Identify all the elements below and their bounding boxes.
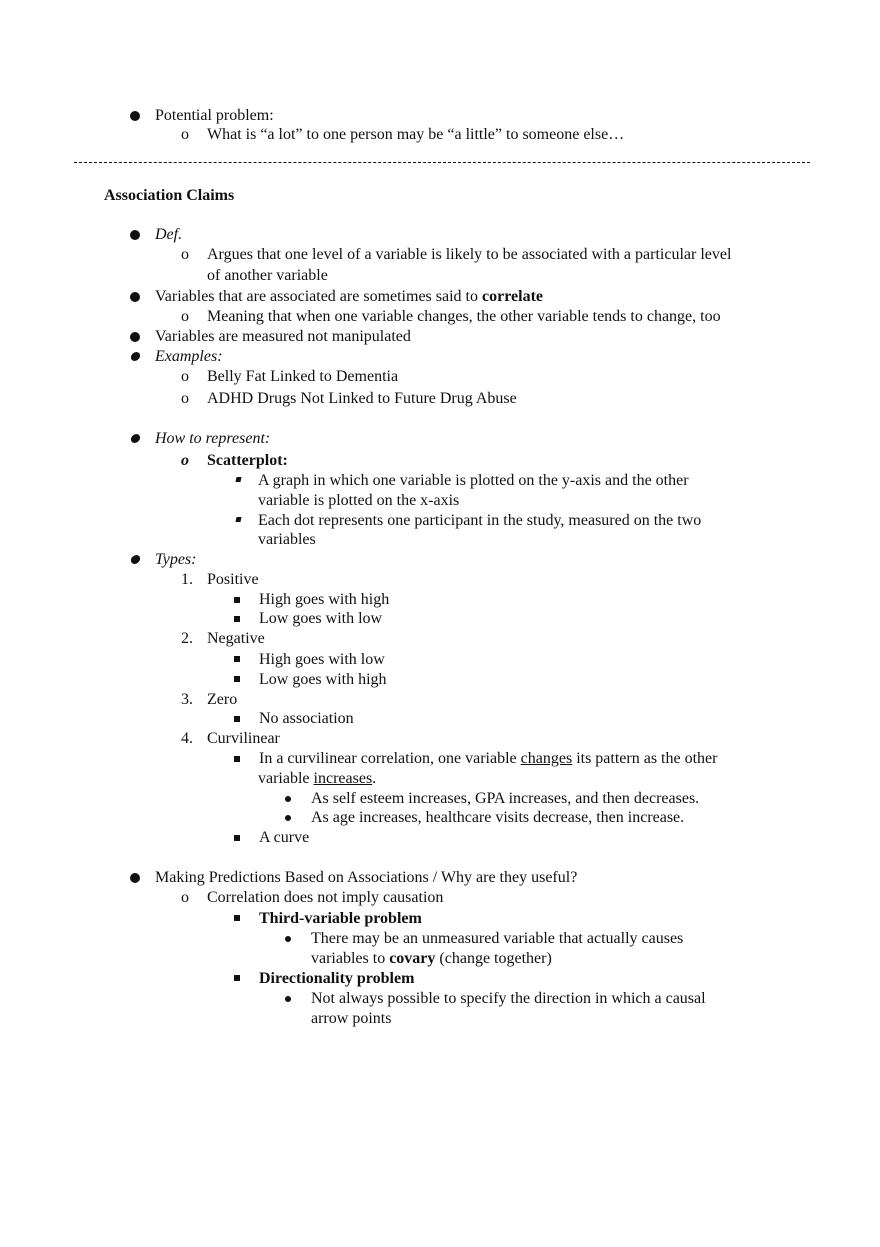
curve-text: A curve <box>259 829 310 846</box>
correlate-line <box>155 287 543 307</box>
circle-bullet: o <box>181 390 189 407</box>
examples-label: Examples: <box>155 348 223 365</box>
third-variable-desc-a: There may be an unmeasured variable that actually causes <box>311 930 684 947</box>
circle-bullet: o <box>181 452 189 469</box>
directionality-term: Directionality problem <box>259 970 415 987</box>
circle-bullet: o <box>181 889 189 906</box>
circle-bullet: o <box>181 308 189 325</box>
def-text-line2: of another variable <box>207 267 328 284</box>
curvilinear-example: As self esteem increases, GPA increases, and then decreases. <box>311 790 700 807</box>
bullet-dot <box>130 555 141 564</box>
covary-term: covary <box>389 950 436 967</box>
type-name: Zero <box>207 691 238 708</box>
scatter-desc-2b: variables <box>258 531 316 548</box>
type-item: No association <box>259 710 354 727</box>
curvilinear-desc-a <box>259 749 717 769</box>
predictions-text: Making Predictions Based on Associations / Why are they useful? <box>155 869 578 886</box>
curv-a-pre: In a curvilinear correlation, one variable <box>259 750 521 767</box>
square-bullet <box>234 597 240 603</box>
square-bullet <box>234 915 240 921</box>
correlate-prefix: Variables that are associated are sometimes said to <box>155 288 482 305</box>
scatter-desc-1a: A graph in which one variable is plotted on the y-axis and the other <box>258 472 689 489</box>
type-number: 4. <box>181 730 193 747</box>
bullet-dot <box>130 332 140 342</box>
square-bullet <box>234 835 240 841</box>
def-label: Def. <box>155 226 183 243</box>
type-name: Positive <box>207 571 259 588</box>
scatter-desc-2a: Each dot represents one participant in the study, measured on the two <box>258 512 702 529</box>
bullet-dot <box>130 352 141 361</box>
curv-b-post: . <box>372 770 377 787</box>
section-heading: Association Claims <box>104 187 235 204</box>
correlate-subtext: Meaning that when one variable changes, the other variable tends to change, too <box>207 308 721 325</box>
curv-a-post: its pattern as the other <box>572 750 718 767</box>
bullet-dot <box>130 873 140 883</box>
type-item: High goes with low <box>259 651 385 668</box>
dashed-divider <box>74 162 810 163</box>
def-text-line1: Argues that one level of a variable is likely to be associated with a particular level <box>207 246 732 263</box>
square-bullet <box>234 716 240 722</box>
circle-bullet: o <box>181 368 189 385</box>
curvilinear-desc-b <box>258 769 376 789</box>
type-item: High goes with high <box>259 591 390 608</box>
type-name: Negative <box>207 630 265 647</box>
curv-a-underlined: changes <box>520 750 573 767</box>
round-bullet <box>285 996 291 1002</box>
circle-bullet: o <box>181 126 189 143</box>
bullet-dot <box>130 111 140 121</box>
curv-b-pre: variable <box>258 770 314 787</box>
type-name: Curvilinear <box>207 730 280 747</box>
potential-problem-subtext: What is “a lot” to one person may be “a little” to someone else… <box>207 126 625 143</box>
square-bullet <box>234 676 240 682</box>
bullet-dot <box>130 230 140 240</box>
causation-text: Correlation does not imply causation <box>207 889 444 906</box>
represent-label: How to represent: <box>155 430 271 447</box>
round-bullet <box>285 936 291 942</box>
curvilinear-example: As age increases, healthcare visits decrease, then increase. <box>311 809 685 826</box>
type-number: 3. <box>181 691 193 708</box>
directionality-desc-b: arrow points <box>311 1010 392 1027</box>
third-variable-desc-b <box>311 949 552 969</box>
bullet-dot <box>130 434 141 443</box>
third-var-b-pre: variables to <box>311 950 390 967</box>
type-item: Low goes with low <box>259 610 383 627</box>
circle-bullet: o <box>181 246 189 263</box>
type-number: 1. <box>181 571 193 588</box>
type-item: Low goes with high <box>259 671 387 688</box>
directionality-desc-a: Not always possible to specify the direction in which a causal <box>311 990 706 1007</box>
curv-b-underlined: increases <box>313 770 373 787</box>
scatterplot-term: Scatterplot: <box>207 452 288 469</box>
square-bullet <box>234 656 240 662</box>
bullet-dot <box>130 292 140 302</box>
square-bullet <box>234 975 240 981</box>
type-number: 2. <box>181 630 193 647</box>
square-bullet <box>234 756 240 762</box>
correlate-term: correlate <box>482 288 543 305</box>
scatter-desc-1b: variable is plotted on the x-axis <box>258 492 460 509</box>
example-item: Belly Fat Linked to Dementia <box>207 368 399 385</box>
types-label: Types: <box>155 551 197 568</box>
potential-problem-text: Potential problem: <box>155 107 274 124</box>
square-bullet <box>234 616 240 622</box>
third-variable-term: Third-variable problem <box>259 910 422 927</box>
third-var-b-post: (change together) <box>435 950 552 967</box>
round-bullet <box>285 815 291 821</box>
example-item: ADHD Drugs Not Linked to Future Drug Abuse <box>207 390 517 407</box>
square-bullet <box>235 517 241 522</box>
round-bullet <box>285 796 291 802</box>
square-bullet <box>235 477 241 482</box>
measured-text: Variables are measured not manipulated <box>155 328 411 345</box>
